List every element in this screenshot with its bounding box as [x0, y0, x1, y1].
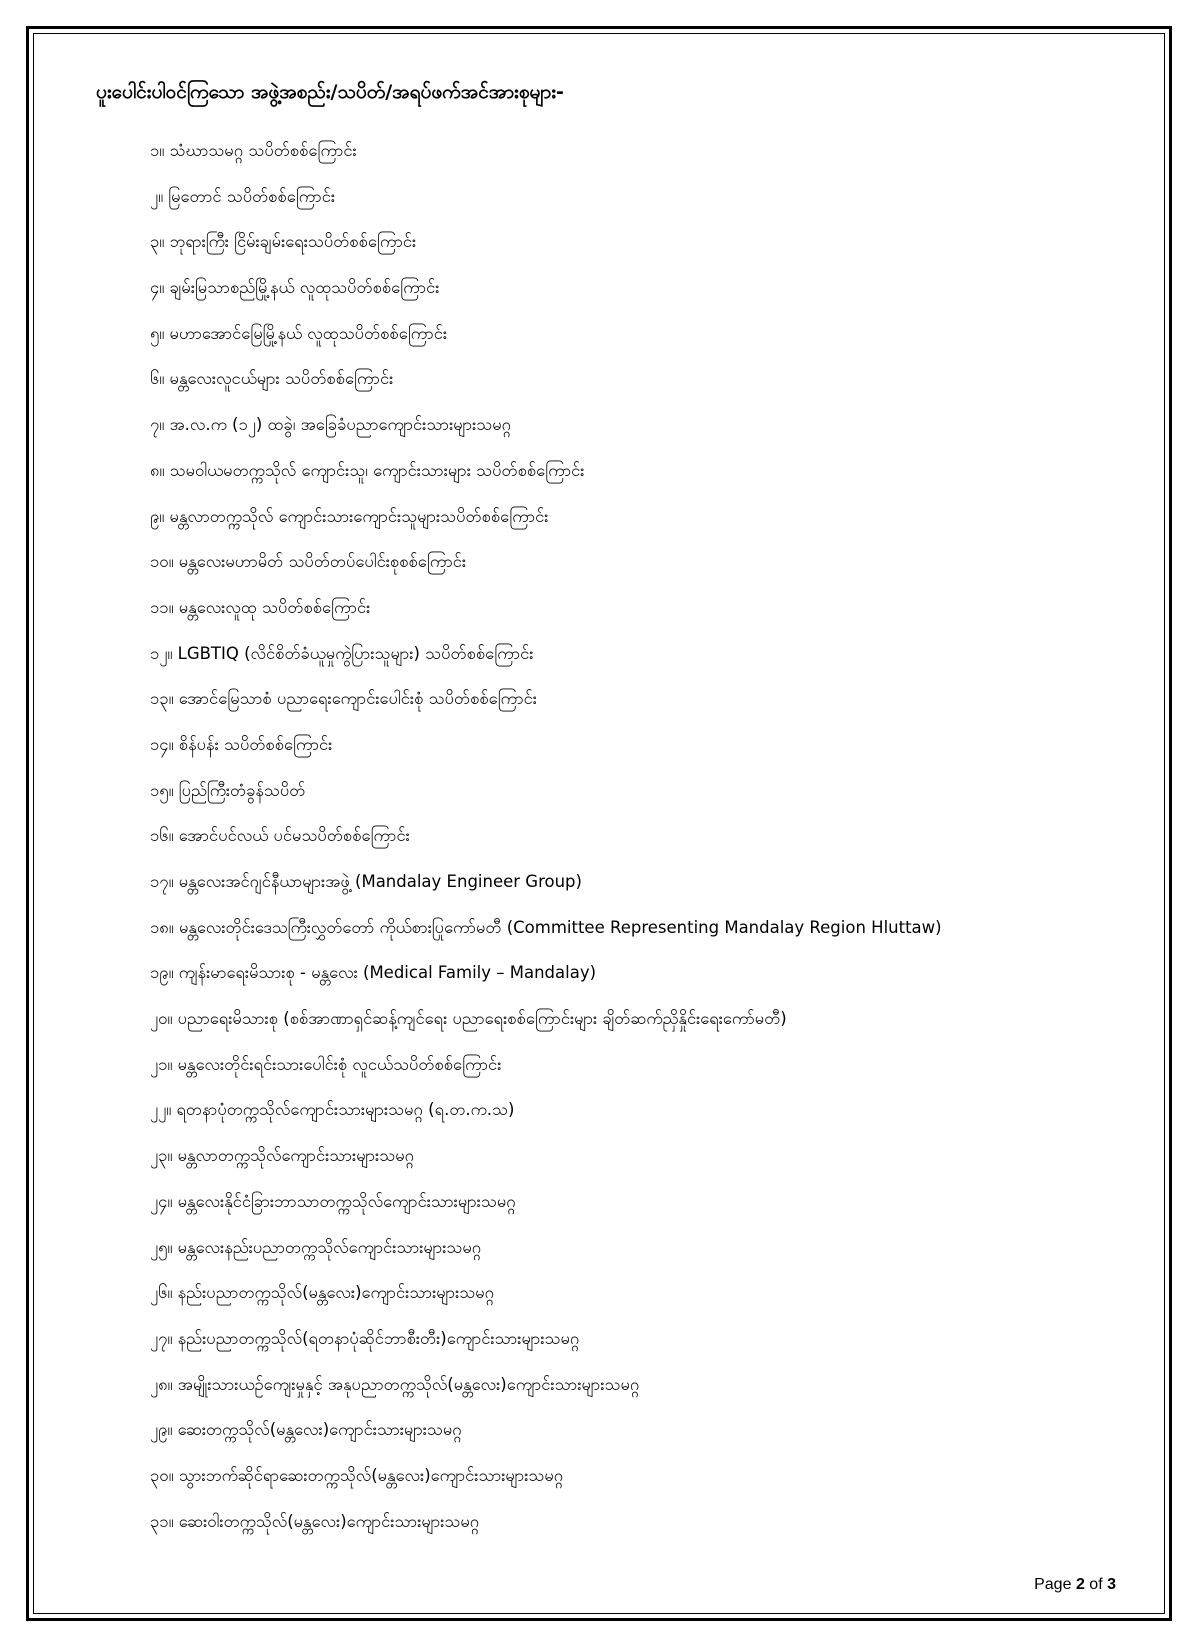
current-page: 2	[1075, 1576, 1085, 1593]
page-number	[1034, 1576, 1116, 1594]
list-item: ၁၈။ မန္တလေးတိုင်းဒေသကြီးလွှတ်တော် ကိုယ်စားပြုကော်မတီ (Committee Representing Mandalay Region Hluttaw)	[150, 917, 942, 937]
list-item: ၈။ သမဝါယမတက္ကသိုလ် ကျောင်းသူ၊ ကျောင်းသားများ သပိတ်စစ်ကြောင်း	[150, 460, 585, 480]
list-item: ၁၂။ LGBTIQ (လိင်စိတ်ခံယူမှုကွဲပြားသူများ) သပိတ်စစ်ကြောင်း	[150, 643, 534, 663]
list-item: ၂၃။ မန္တလာတက္ကသိုလ်ကျောင်းသားများသမဂ္ဂ	[150, 1146, 415, 1166]
page-label: Page	[1034, 1576, 1072, 1593]
list-item: ၁၄။ စိန်ပန်း သပိတ်စစ်ကြောင်း	[150, 734, 333, 754]
list-item: ၅။ မဟာအောင်မြေမြို့နယ် လူထုသပိတ်စစ်ကြောင်း	[150, 323, 448, 343]
list-item: ၂၄။ မန္တလေးနိုင်ငံခြားဘာသာတက္ကသိုလ်ကျောင်းသားများသမဂ္ဂ	[150, 1191, 516, 1211]
list-item: ၇။ အ.လ.က (၁၂) ထခွဲ၊ အခြေခံပညာကျောင်းသားများသမဂ္ဂ	[150, 415, 512, 435]
list-item: ၂၉။ ဆေးတက္ကသိုလ်(မန္တလေး)ကျောင်းသားများသမဂ္ဂ	[150, 1420, 462, 1440]
list-item: ၂၈။ အမျိုးသားယဉ်ကျေးမှုနှင့် အနုပညာတက္ကသိုလ်(မန္တလေး)ကျောင်းသားများသမဂ္ဂ	[150, 1374, 640, 1394]
list-item: ၂၆။ နည်းပညာတက္ကသိုလ်(မန္တလေး)ကျောင်းသားများသမဂ္ဂ	[150, 1283, 495, 1303]
list-item: ၃။ ဘုရားကြီး ငြိမ်းချမ်းရေးသပိတ်စစ်ကြောင်း	[150, 232, 417, 252]
list-item: ၃၀။ သွားဘက်ဆိုင်ရာဆေးတက္ကသိုလ်(မန္တလေး)ကျောင်းသားများသမဂ္ဂ	[150, 1465, 564, 1485]
list-item: ၁၃။ အောင်မြေသာစံ ပညာရေးကျောင်းပေါင်းစုံ သပိတ်စစ်ကြောင်း	[150, 689, 537, 709]
list-item: ၂။ မြတောင် သပိတ်စစ်ကြောင်း	[150, 186, 336, 206]
list-item: ၂၅။ မန္တလေးနည်းပညာတက္ကသိုလ်ကျောင်းသားများသမဂ္ဂ	[150, 1237, 482, 1257]
list-item: ၂၀။ ပညာရေးမိသားစု (စစ်အာဏာရှင်ဆန့်ကျင်ရေး ပညာရေးစစ်ကြောင်းများ ချိတ်ဆက်ညှိနှိုင်းရေးကော်မတီ)	[150, 1009, 787, 1029]
list-item: ၄။ ချမ်းမြသာစည်မြို့နယ် လူထုသပိတ်စစ်ကြောင်း	[150, 278, 440, 298]
list-item: ၁၇။ မန္တလေးအင်ဂျင်နီယာများအဖွဲ့ (Mandalay Engineer Group)	[150, 872, 582, 891]
list-item: ၉။ မန္တလာတက္ကသိုလ် ကျောင်းသားကျောင်းသူများသပိတ်စစ်ကြောင်း	[150, 506, 549, 526]
list-item: ၂၁။ မန္တလေးတိုင်းရင်းသားပေါင်းစုံ လူငယ်သပိတ်စစ်ကြောင်း	[150, 1054, 502, 1074]
list-item: ၂၇။ နည်းပညာတက္ကသိုလ်(ရတနာပုံဆိုင်ဘာစီးတီး)ကျောင်းသားများသမဂ္ဂ	[150, 1328, 580, 1348]
list-item: ၃၁။ ဆေးဝါးတက္ကသိုလ်(မန္တလေး)ကျောင်းသားများသမဂ္ဂ	[150, 1511, 480, 1531]
list-item: ၆။ မန္တလေးလူငယ်များ သပိတ်စစ်ကြောင်း	[150, 369, 394, 389]
organization-list	[150, 137, 942, 1553]
list-item: ၁၆။ အောင်ပင်လယ် ပင်မသပိတ်စစ်ကြောင်း	[150, 826, 410, 846]
page-heading: ပူးပေါင်းပါဝင်ကြသော အဖွဲ့အစည်း/သပိတ်/အရပ်ဖက်အင်အားစုများ-	[96, 81, 564, 103]
list-item: ၁၅။ ပြည်ကြီးတံခွန်သပိတ်	[150, 780, 306, 800]
list-item: ၁၀။ မန္တလေးမဟာမိတ် သပိတ်တပ်ပေါင်းစုစစ်ကြောင်း	[150, 552, 467, 572]
list-item: ၁။ သံဃာသမဂ္ဂ သပိတ်စစ်ကြောင်း	[150, 141, 357, 160]
total-pages: 3	[1107, 1576, 1116, 1593]
of-label: of	[1089, 1576, 1103, 1593]
list-item: ၂၂။ ရတနာပုံတက္ကသိုလ်ကျောင်းသားများသမဂ္ဂ (ရ.တ.က.သ)	[150, 1100, 515, 1120]
list-item: ၁၉။ ကျန်းမာရေးမိသားစု - မန္တလေး (Medical Family – Mandalay)	[150, 963, 597, 983]
list-item: ၁၁။ မန္တလေးလူထု သပိတ်စစ်ကြောင်း	[150, 597, 371, 617]
